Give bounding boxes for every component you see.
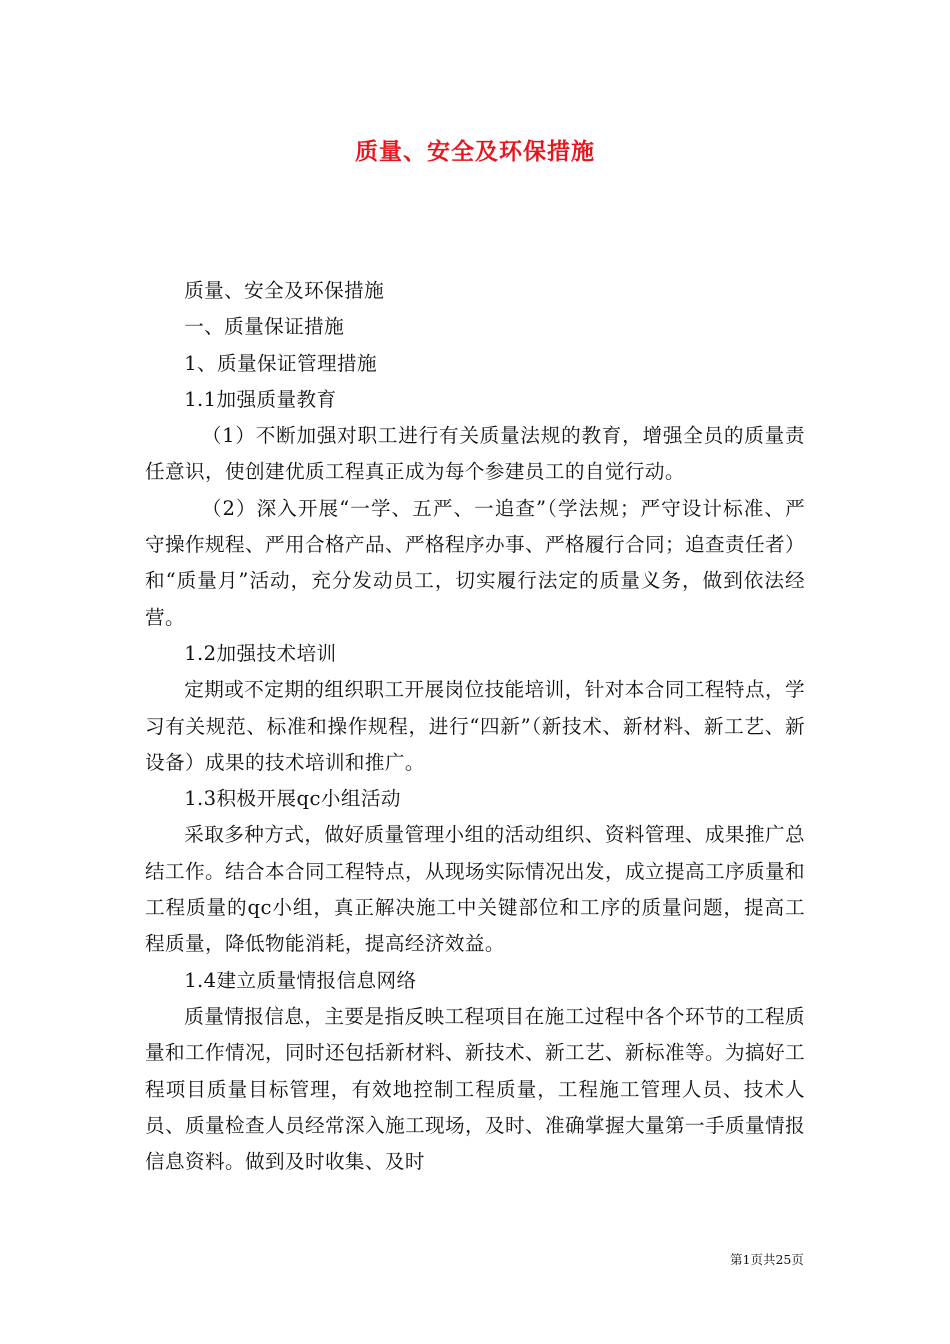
paragraph-training: 定期或不定期的组织职工开展岗位技能培训，针对本合同工程特点，学习有关规范、标准和操作规程，进行“四新”（新技术、新材料、新工艺、新设备）成果的技术培训和推广。: [145, 678, 805, 774]
paragraph-item-1: （1）不断加强对职工进行有关质量法规的教育，增强全员的质量责任意识，使创建优质工程真正成为每个参建员工的自觉行动。: [145, 424, 805, 484]
page-title: 质量、安全及环保措施: [355, 138, 595, 165]
paragraph-heading-main: 质量、安全及环保措施: [184, 279, 385, 302]
paragraph-heading-1-4: 1.4建立质量情报信息网络: [184, 968, 417, 992]
page-number: 第1页共25页: [730, 1252, 804, 1267]
paragraph-heading-1-2: 1.2加强技术培训: [184, 641, 337, 665]
document-body: [145, 273, 805, 1180]
paragraph-heading-1-3: 1.3积极开展qc小组活动: [184, 787, 401, 811]
paragraph-qc: 采取多种方式，做好质量管理小组的活动组织、资料管理、成果推广总结工作。结合本合同工程特点，从现场实际情况出发，成立提高工序质量和工程质量的qc小组，真正解决施工中关键部位和工序的质量问题，提高工程质量，降低物能消耗，提高经济效益。: [145, 823, 805, 956]
paragraph-section-1: 一、质量保证措施: [184, 315, 345, 339]
paragraph-subsection-1: 1、质量保证管理措施: [184, 351, 377, 375]
paragraph-heading-1-1: 1.1加强质量教育: [184, 387, 337, 411]
paragraph-info: 质量情报信息，主要是指反映工程项目在施工过程中各个环节的工程质量和工作情况，同时还包括新材料、新技术、新工艺、新标准等。为搞好工程项目质量目标管理，有效地控制工程质量，工程施工管理人员、技术人员、质量检查人员经常深入施工现场，及时、准确掌握大量第一手质量情报信息资料。做到及时收集、及时: [145, 1004, 805, 1174]
paragraph-item-2: （2）深入开展“一学、五严、一追查”（学法规；严守设计标准、严守操作规程、严用合格产品、严格程序办事、严格履行合同；追查责任者）和“质量月”活动，充分发动员工，切实履行法定的质量义务，做到依法经营。: [145, 496, 805, 629]
